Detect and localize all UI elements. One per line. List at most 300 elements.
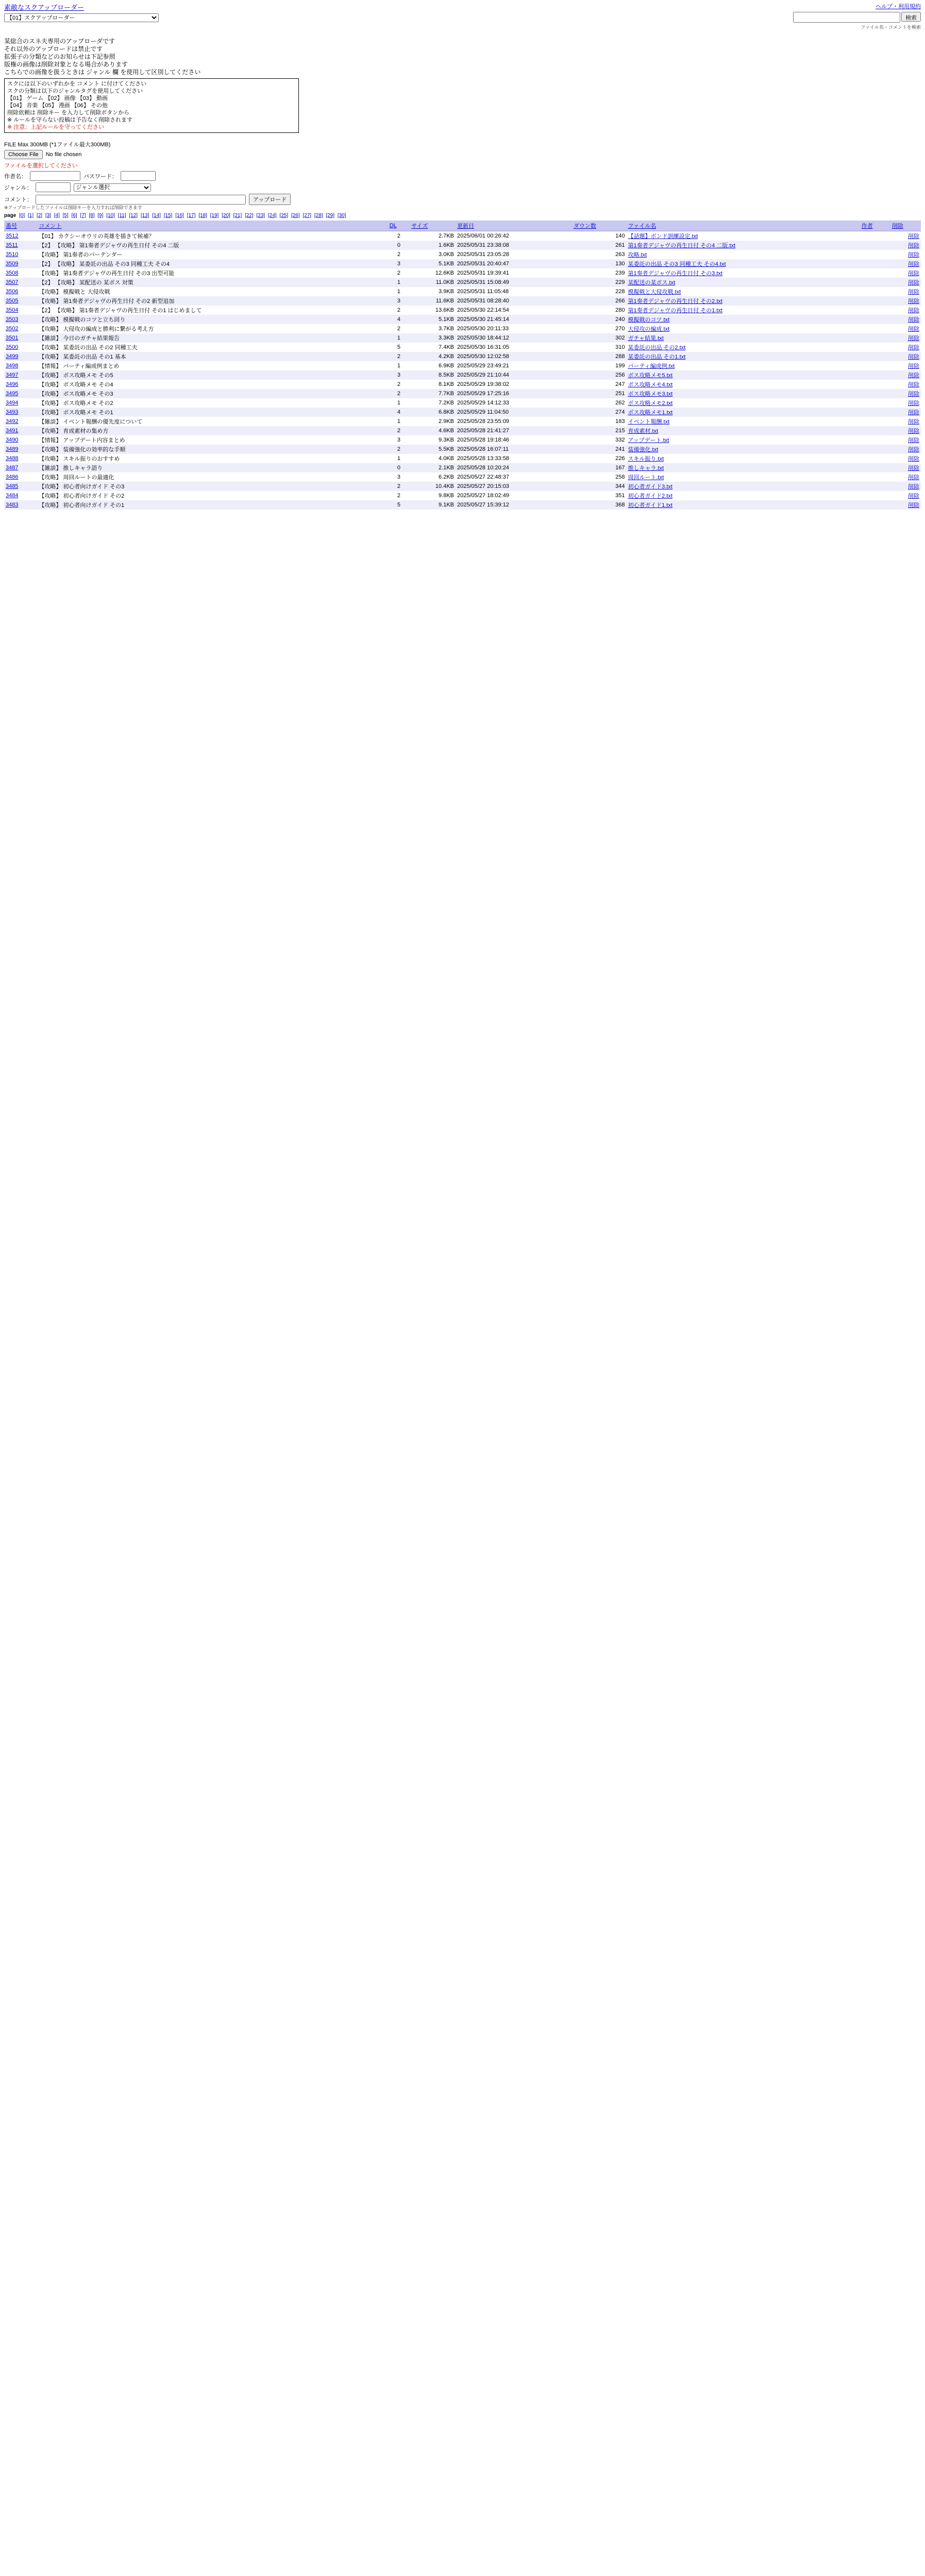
table-row <box>4 408 921 417</box>
file-status: No file chosen <box>45 151 82 158</box>
file-name-link[interactable]: ボス攻略メモ4.txt <box>628 382 673 388</box>
file-comment: 【攻略】 第1奏者デジャヴの再生日付 その2 新型追加 <box>37 296 388 306</box>
pager-link[interactable]: [5] <box>62 213 69 218</box>
file-id-link[interactable]: 3494 <box>6 400 19 406</box>
file-comment: 【攻略】 ボス攻略メモ その5 <box>37 370 388 380</box>
file-comment: 【攻略】 初心者向けガイド その1 <box>37 500 388 510</box>
genre-input[interactable] <box>36 182 71 192</box>
delete-link[interactable]: 削除 <box>908 326 919 332</box>
delete-link[interactable]: 削除 <box>908 437 919 444</box>
file-date: 2025/05/30 21:45:14 <box>456 315 572 324</box>
rules-line: 【01】 ゲーム 【02】 画像 【03】 動画 <box>7 95 108 101</box>
download-count: 288 <box>572 352 627 361</box>
file-date: 2025/05/31 08:28:40 <box>456 296 572 306</box>
file-size: 9.8KB <box>439 493 454 499</box>
file-date: 2025/05/28 19:18:46 <box>457 437 509 443</box>
file-id-link[interactable]: 3489 <box>4 445 37 454</box>
file-comment: 【攻略】 某委託の出品 その1 基本 <box>37 352 388 361</box>
file-id-link[interactable]: 3509 <box>4 259 37 268</box>
file-name-link[interactable]: 某配送の某ボス.txt <box>626 278 860 287</box>
pager-link[interactable]: [13] <box>140 213 149 218</box>
pager-link[interactable]: [4] <box>54 213 60 218</box>
file-id-link[interactable]: 3493 <box>4 408 37 417</box>
delete-link[interactable]: 削除 <box>908 308 919 314</box>
pager-link[interactable]: [24] <box>268 213 277 218</box>
file-comment: 【攻略】 初心者向けガイド その2 <box>39 493 125 499</box>
password-input[interactable] <box>121 171 156 181</box>
file-id-link[interactable]: 3490 <box>6 437 19 443</box>
file-name-link[interactable]: 周回ルート.txt <box>628 474 664 481</box>
file-size: 3.9KB <box>439 289 454 295</box>
site-title-link[interactable]: 素敵なスクアップローダー <box>4 4 85 11</box>
delete-note: ※アップロードしたファイルは削除キーを入力すれば削除できます <box>4 205 142 210</box>
file-comment: 【攻略】 大侵攻の編成と勝利に繋がる考え方 <box>39 326 154 332</box>
file-author <box>860 333 890 343</box>
col-header-filename[interactable]: ファイル名 <box>626 221 860 231</box>
delete-link[interactable]: 削除 <box>908 456 919 462</box>
file-id-link[interactable]: 3496 <box>6 381 19 387</box>
file-date: 2025/05/28 16:07:11 <box>456 445 572 454</box>
delete-link[interactable]: 削除 <box>908 289 919 295</box>
file-id-link[interactable]: 3511 <box>4 241 37 250</box>
table-row <box>4 250 921 259</box>
col-header-delete[interactable]: 削除 <box>890 221 921 231</box>
file-author <box>860 445 890 454</box>
file-author <box>860 324 890 333</box>
file-size: 9.3KB <box>439 437 454 443</box>
genre-select[interactable] <box>74 183 151 192</box>
file-name-link[interactable]: 某委託の出品 その1.txt <box>626 352 860 361</box>
pager-link[interactable]: [14] <box>152 213 161 218</box>
file-id-link[interactable]: 3483 <box>4 500 37 510</box>
delete-link[interactable]: 削除 <box>908 252 919 258</box>
file-date: 2025/05/31 20:40:47 <box>456 259 572 268</box>
notice-line: 拡張子の分類などのお知らせは下記参照 <box>4 53 115 60</box>
file-size: 4.6KB <box>410 426 456 435</box>
delete-link[interactable]: 削除 <box>908 493 919 499</box>
table-row <box>4 306 921 315</box>
download-count: 310 <box>615 344 625 350</box>
file-id-link[interactable]: 3507 <box>4 278 37 287</box>
download-count: 241 <box>572 445 627 454</box>
file-name-link[interactable]: 装備強化.txt <box>626 445 860 454</box>
file-author <box>860 435 890 445</box>
author-input[interactable] <box>30 171 80 181</box>
download-count: 261 <box>572 241 627 250</box>
pager-link[interactable]: [7] <box>80 213 86 218</box>
table-row <box>4 324 921 333</box>
table-row <box>4 296 921 306</box>
file-comment: 【攻略】 模擬戦のコツと立ち回り <box>37 315 388 324</box>
delete-link[interactable]: 削除 <box>890 445 921 454</box>
file-author <box>860 268 890 278</box>
delete-link[interactable]: 削除 <box>890 352 921 361</box>
file-name-link[interactable]: スキル振り.txt <box>628 456 664 462</box>
file-size: 9.1KB <box>410 500 456 510</box>
dl-count: 3 <box>388 370 410 380</box>
file-size: 6.8KB <box>410 408 456 417</box>
file-size: 4.2KB <box>410 352 456 361</box>
dl-count: 3 <box>388 296 410 306</box>
file-author <box>860 500 890 510</box>
delete-link[interactable]: 削除 <box>890 241 921 250</box>
file-id-link[interactable]: 3502 <box>6 326 19 332</box>
pager-link[interactable]: [12] <box>129 213 138 218</box>
search-button[interactable]: 検索 <box>901 12 921 22</box>
dl-count: 4 <box>388 315 410 324</box>
author-label: 作者名： <box>4 173 27 180</box>
rules-line: スクには以下のいずれかを コメント に付けてください <box>7 81 147 87</box>
pager-link[interactable]: [30] <box>337 213 346 218</box>
file-author <box>860 463 890 472</box>
table-row <box>4 454 921 463</box>
delete-link[interactable]: 削除 <box>908 400 919 406</box>
file-name-link[interactable]: 某委託の出品 その2.txt <box>628 345 686 351</box>
file-date: 2025/05/29 21:10:44 <box>456 370 572 380</box>
delete-link[interactable]: 削除 <box>908 382 919 388</box>
table-row <box>4 231 921 241</box>
file-name-link[interactable]: 攻略.txt <box>628 252 647 258</box>
pager-link[interactable]: [18] <box>198 213 207 218</box>
table-row <box>4 268 921 278</box>
file-size: 1.6KB <box>410 241 456 250</box>
file-date: 2025/05/27 15:39:12 <box>456 500 572 510</box>
table-row <box>4 287 921 296</box>
file-size: 11.0KB <box>410 278 456 287</box>
file-id-link[interactable]: 3504 <box>6 307 19 313</box>
download-count: 351 <box>615 493 625 499</box>
file-author <box>860 417 890 426</box>
file-name-link[interactable]: 【話題】ボンド訓練設定.txt <box>628 233 698 240</box>
col-header-author[interactable]: 作者 <box>860 221 890 231</box>
delete-link[interactable]: 削除 <box>908 419 919 425</box>
file-size: 3.0KB <box>439 251 454 258</box>
file-id-link[interactable]: 3506 <box>6 289 19 295</box>
table-row <box>4 370 921 380</box>
file-name-link[interactable]: イベント報酬.txt <box>628 419 670 425</box>
file-date: 2025/05/27 22:48:37 <box>457 474 509 480</box>
download-count: 280 <box>615 307 625 313</box>
download-count: 270 <box>615 326 625 332</box>
file-comment: 【2】 【攻略】 某委託の出品 その3 同種工夫 その4 <box>37 259 388 268</box>
file-date: 2025/05/30 20:11:33 <box>457 326 509 332</box>
pager-link[interactable]: [11] <box>117 213 126 218</box>
col-header-comment[interactable]: コメント <box>37 221 388 231</box>
file-comment: 【雑談】 イベント報酬の優先度について <box>39 419 143 425</box>
help-link[interactable]: ヘルプ・利用規約 <box>876 4 921 10</box>
file-comment: 【雑談】 推しキャラ語り <box>37 463 388 472</box>
pager-link[interactable]: [20] <box>222 213 230 218</box>
file-id-link[interactable]: 3495 <box>4 389 37 398</box>
file-date: 2025/05/28 13:33:58 <box>457 455 509 462</box>
pager-link[interactable]: [19] <box>210 213 219 218</box>
file-id-link[interactable]: 3486 <box>6 474 19 480</box>
file-author <box>860 389 890 398</box>
file-date: 2025/05/29 11:04:50 <box>456 408 572 417</box>
download-count: 229 <box>572 278 627 287</box>
file-id-link[interactable]: 3499 <box>4 352 37 361</box>
file-author <box>860 472 890 482</box>
delete-link[interactable]: 削除 <box>890 426 921 435</box>
rules-line: 【04】 音楽 【05】 漫画 【06】 その他 <box>7 103 108 109</box>
pager-link[interactable]: [22] <box>245 213 254 218</box>
file-size: 12.6KB <box>435 270 454 276</box>
file-name-link[interactable]: 初心者ガイド1.txt <box>626 500 860 510</box>
col-header-size[interactable]: サイズ <box>410 221 456 231</box>
file-id-link[interactable]: 3503 <box>4 315 37 324</box>
pager-link[interactable]: [16] <box>175 213 184 218</box>
file-date: 2025/06/01 00:26:42 <box>457 233 509 239</box>
comment-row <box>4 194 921 205</box>
pager-link[interactable]: [29] <box>326 213 335 218</box>
file-size: 3.3KB <box>410 333 456 343</box>
file-date: 2025/05/30 12:02:58 <box>456 352 572 361</box>
file-row <box>4 150 921 159</box>
dl-count: 1 <box>397 363 400 369</box>
file-name-link[interactable]: ボス攻略メモ3.txt <box>626 389 860 398</box>
file-date: 2025/05/27 18:02:49 <box>457 493 509 499</box>
download-count: 199 <box>615 363 625 369</box>
dl-count: 1 <box>397 400 400 406</box>
delete-link[interactable]: 削除 <box>890 259 921 268</box>
file-name-link[interactable]: 第1奏者デジャヴの再生日付 その1.txt <box>628 308 722 314</box>
file-name-link[interactable]: ボス攻略メモ5.txt <box>626 370 860 380</box>
table-row <box>4 445 921 454</box>
delete-link[interactable]: 削除 <box>890 500 921 510</box>
download-count: 130 <box>572 259 627 268</box>
choose-file-button[interactable]: Choose File <box>4 150 43 159</box>
file-name-link[interactable]: パーティ編成例.txt <box>628 363 675 369</box>
delete-link[interactable]: 削除 <box>890 463 921 472</box>
file-date: 2025/05/28 23:55:09 <box>457 418 509 425</box>
file-name-link[interactable]: ボス攻略メモ2.txt <box>628 400 673 406</box>
file-author <box>860 361 890 370</box>
delete-link[interactable]: 削除 <box>908 474 919 481</box>
upload-button[interactable]: アップロード <box>249 194 291 205</box>
table-row <box>4 352 921 361</box>
dl-count: 3 <box>397 474 400 480</box>
rules-line: ※ ルールを守らない投稿は予告なく削除されます <box>7 117 133 123</box>
file-comment: 【攻略】 ボス攻略メモ その4 <box>39 382 113 388</box>
file-name-link[interactable]: 第1奏者デジャヴの再生日付 その2.txt <box>626 296 860 306</box>
table-row <box>4 435 921 445</box>
delete-link[interactable]: 削除 <box>890 389 921 398</box>
col-header-count[interactable]: ダウン数 <box>572 221 627 231</box>
file-id-link[interactable]: 3510 <box>6 251 19 258</box>
download-count: 332 <box>615 437 625 443</box>
pager-link[interactable]: [8] <box>89 213 95 218</box>
file-id-link[interactable]: 3501 <box>4 333 37 343</box>
dl-count: 2 <box>388 482 410 491</box>
download-count: 247 <box>615 381 625 387</box>
file-date: 2025/05/29 14:12:33 <box>457 400 509 406</box>
file-author <box>860 491 890 500</box>
file-comment: 【攻略】 第1奏者のバーテンダー <box>39 252 123 258</box>
file-id-link[interactable]: 3512 <box>6 233 19 239</box>
file-size: 10.4KB <box>410 482 456 491</box>
table-row <box>4 472 921 482</box>
file-author <box>860 482 890 491</box>
file-size: 2.7KB <box>439 233 454 239</box>
table-row <box>4 398 921 408</box>
col-header-id[interactable]: 番号 <box>4 221 37 231</box>
file-comment: 【情報】 パーティ編成例まとめ <box>39 363 120 369</box>
notice-line: それ以外のアップロードは禁止です <box>4 45 103 53</box>
dl-count: 1 <box>397 455 400 462</box>
file-id-link[interactable]: 3505 <box>4 296 37 306</box>
table-row <box>4 361 921 370</box>
dl-count: 0 <box>388 241 410 250</box>
delete-link[interactable]: 削除 <box>908 345 919 351</box>
table-row <box>4 463 921 472</box>
download-count: 167 <box>572 463 627 472</box>
pager-link[interactable]: [15] <box>163 213 173 218</box>
table-row <box>4 500 921 510</box>
download-count: 274 <box>572 408 627 417</box>
comment-input[interactable] <box>36 195 246 205</box>
pager-link[interactable]: [25] <box>279 213 289 218</box>
file-size: 13.6KB <box>435 307 454 313</box>
file-id-link[interactable]: 3491 <box>4 426 37 435</box>
file-name-link[interactable]: 育成素材.txt <box>626 426 860 435</box>
file-name-link[interactable]: ガチャ結果.txt <box>626 333 860 343</box>
delete-link[interactable]: 削除 <box>908 233 919 240</box>
file-name-link[interactable]: 某委託の出品 その3 同種工夫 その4.txt <box>626 259 860 268</box>
genre-row <box>4 182 921 192</box>
dl-count: 2 <box>388 445 410 454</box>
download-count: 226 <box>615 455 625 462</box>
file-size: 7.7KB <box>410 389 456 398</box>
file-author <box>860 231 890 241</box>
file-author <box>860 352 890 361</box>
pager-link[interactable]: [0] <box>19 213 25 218</box>
max-size-label: FILE Max 300MB (*1ファイル最大300MB) <box>4 142 111 148</box>
delete-link[interactable]: 削除 <box>890 333 921 343</box>
col-header-dl[interactable]: DL <box>388 221 410 231</box>
pager-link[interactable]: [26] <box>291 213 300 218</box>
file-date: 2025/05/29 23:49:21 <box>457 363 509 369</box>
dl-count: 1 <box>397 418 400 425</box>
rules-warning: ※ 注意：上記ルールを守ってください <box>7 124 105 130</box>
file-size: 7.2KB <box>439 400 454 406</box>
pager-link[interactable]: [6] <box>71 213 77 218</box>
pager-link[interactable]: [23] <box>256 213 265 218</box>
col-header-date[interactable]: 更新日 <box>456 221 572 231</box>
file-date: 2025/05/31 19:39:41 <box>457 270 509 276</box>
file-id-link[interactable]: 3485 <box>4 482 37 491</box>
file-size: 8.1KB <box>439 381 454 387</box>
pager <box>4 213 921 218</box>
file-comment: 【攻略】 育成素材の集め方 <box>37 426 388 435</box>
file-id-link[interactable]: 3488 <box>6 455 19 462</box>
file-size: 5.1KB <box>410 315 456 324</box>
file-name-link[interactable]: 模擬戦のコツ.txt <box>626 315 860 324</box>
file-id-link[interactable]: 3484 <box>6 493 19 499</box>
pager-link[interactable]: [17] <box>187 213 196 218</box>
delete-link[interactable]: 削除 <box>890 315 921 324</box>
delete-link[interactable]: 削除 <box>908 270 919 277</box>
pager-link[interactable]: [2] <box>36 213 43 218</box>
file-id-link[interactable]: 3508 <box>6 270 19 276</box>
pager-link[interactable]: [1] <box>28 213 34 218</box>
file-id-link[interactable]: 3487 <box>4 463 37 472</box>
file-author <box>860 370 890 380</box>
file-comment: 【情報】 アップデート内容まとめ <box>39 437 125 444</box>
pager-link[interactable]: [10] <box>106 213 115 218</box>
download-count: 258 <box>615 474 625 480</box>
download-count: 302 <box>572 333 627 343</box>
file-name-link[interactable]: 大侵攻の編成.txt <box>628 326 670 332</box>
notice-line: 某総合のスネ夫専用のアップローダです <box>4 38 115 45</box>
file-id-link[interactable]: 3500 <box>6 344 19 350</box>
delete-link[interactable]: 削除 <box>908 363 919 369</box>
pager-link[interactable]: [21] <box>233 213 242 218</box>
file-size: 8.5KB <box>410 370 456 380</box>
file-required-notice: ファイルを選択してください <box>4 163 78 169</box>
delete-link[interactable]: 削除 <box>890 296 921 306</box>
notice-block <box>4 38 921 76</box>
file-name-link[interactable]: 推しキャラ.txt <box>626 463 860 472</box>
file-date: 2025/05/29 17:25:16 <box>456 389 572 398</box>
file-name-link[interactable]: 初心者ガイド2.txt <box>628 493 672 499</box>
delete-link[interactable]: 削除 <box>890 482 921 491</box>
file-comment: 【攻略】 スキル振りのおすすめ <box>39 456 120 462</box>
download-count: 183 <box>615 418 625 425</box>
search-input[interactable] <box>793 12 900 23</box>
table-row <box>4 389 921 398</box>
file-name-link[interactable]: アップデート.txt <box>628 437 669 444</box>
file-name-link[interactable]: 初心者ガイド3.txt <box>626 482 860 491</box>
board-select[interactable] <box>4 13 159 22</box>
file-id-link[interactable]: 3498 <box>6 363 19 369</box>
search-note: ファイル名・コメントを検索 <box>861 25 921 30</box>
file-date: 2025/05/31 11:05:48 <box>457 289 509 295</box>
file-date: 2025/05/28 21:41:27 <box>456 426 572 435</box>
pager-link[interactable]: [28] <box>314 213 323 218</box>
file-name-link[interactable]: 第1奏者デジャヴの再生日付 その4 二版.txt <box>626 241 860 250</box>
delete-link[interactable]: 削除 <box>890 408 921 417</box>
file-author <box>860 315 890 324</box>
file-author <box>860 306 890 315</box>
file-author <box>860 278 890 287</box>
file-size: 5.1KB <box>410 259 456 268</box>
file-date: 2025/05/27 20:15:03 <box>456 482 572 491</box>
file-name-link[interactable]: ボス攻略メモ1.txt <box>626 408 860 417</box>
delete-link[interactable]: 削除 <box>890 278 921 287</box>
password-label: パスワード： <box>83 173 117 180</box>
pager-link[interactable]: [27] <box>302 213 312 218</box>
pager-link[interactable]: [3] <box>45 213 51 218</box>
table-row <box>4 491 921 500</box>
file-comment: 【攻略】 ボス攻略メモ その3 <box>37 389 388 398</box>
file-id-link[interactable]: 3497 <box>4 370 37 380</box>
file-name-link[interactable]: 模擬戦と大侵攻戦.txt <box>628 289 681 295</box>
delete-link[interactable]: 削除 <box>890 370 921 380</box>
file-author <box>860 296 890 306</box>
file-size: 6.9KB <box>439 363 454 369</box>
dl-count: 1 <box>388 278 410 287</box>
file-comment: 【2】 【攻略】 某配送の 某ボス 対策 <box>37 278 388 287</box>
file-name-link[interactable]: 第1奏者デジャヴの再生日付 その3.txt <box>628 270 722 277</box>
dl-count: 2 <box>397 307 400 313</box>
file-id-link[interactable]: 3492 <box>6 418 19 425</box>
file-date: 2025/05/31 23:05:28 <box>457 251 509 258</box>
pager-link[interactable]: [9] <box>97 213 104 218</box>
table-header-row <box>4 221 921 231</box>
file-date: 2025/05/28 10:20:24 <box>456 463 572 472</box>
dl-count: 5 <box>388 500 410 510</box>
pager-label: page <box>4 213 16 218</box>
